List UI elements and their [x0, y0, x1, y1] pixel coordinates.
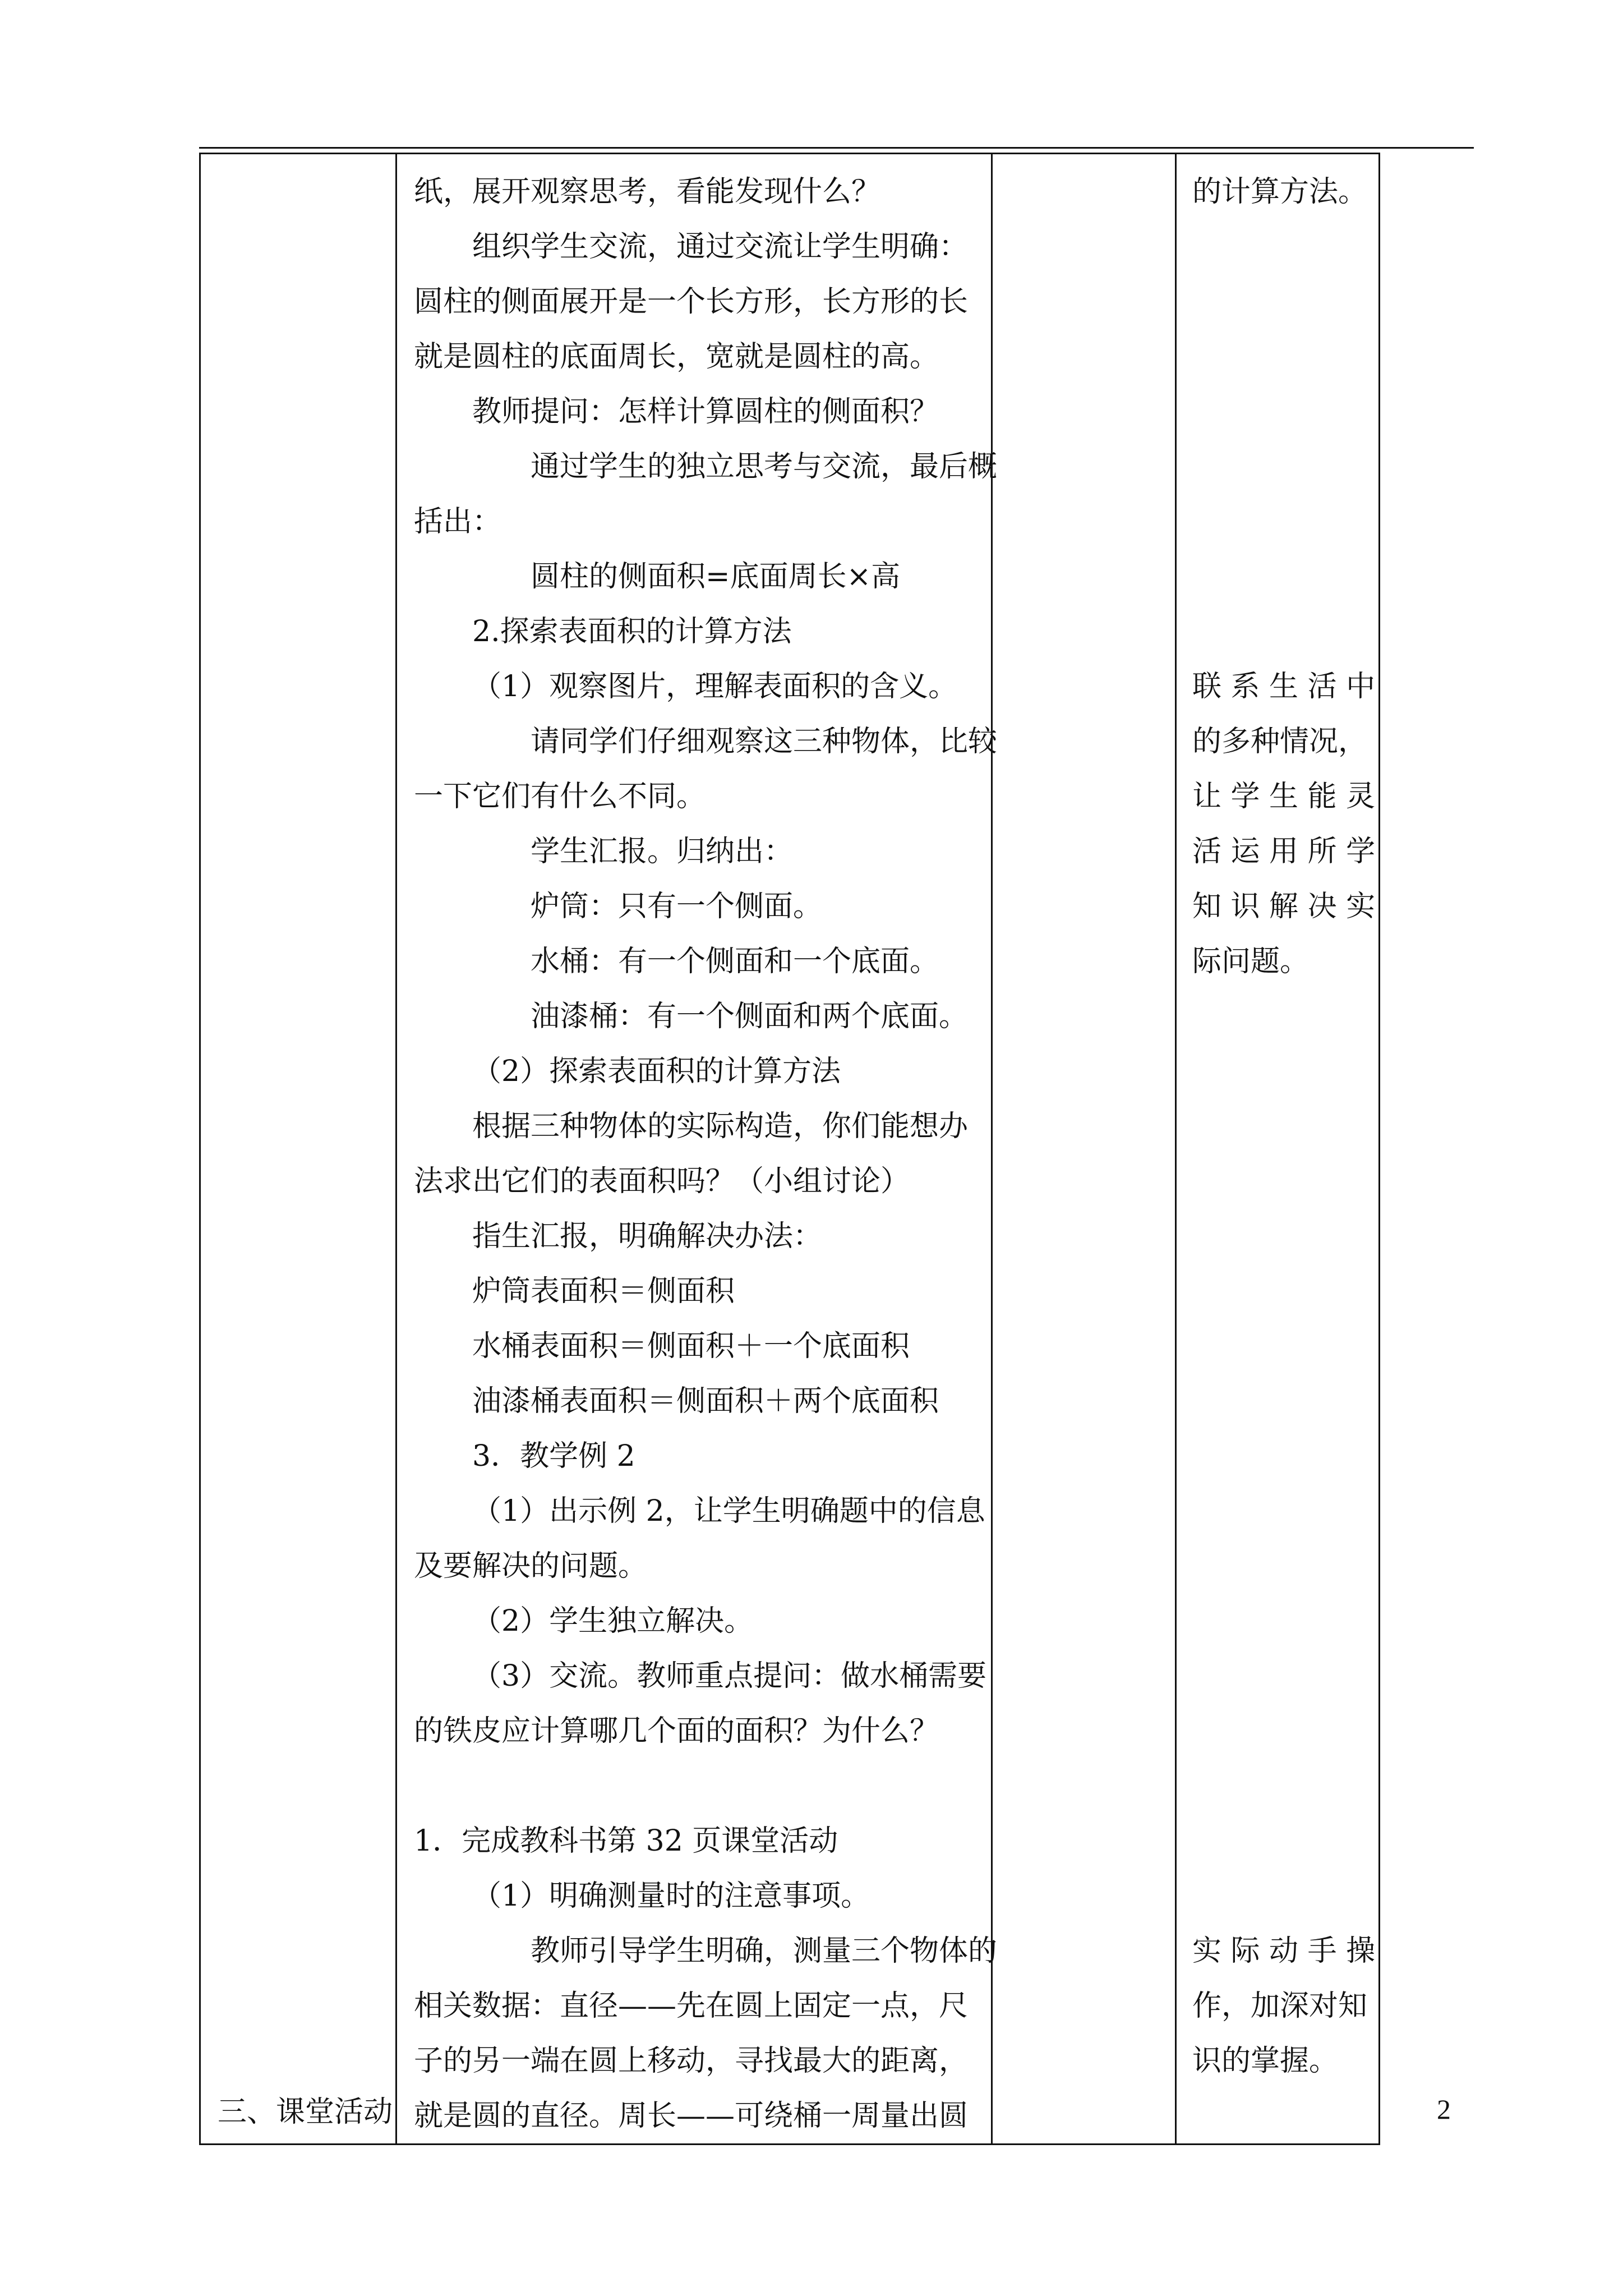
text-line: 炉筒：只有一个侧面。 [531, 890, 823, 923]
note-line: 的多种情况， [1192, 725, 1368, 758]
stage-label: 三、课堂活动 [218, 2095, 393, 2129]
text-line: 油漆桶表面积＝侧面积＋两个底面积 [472, 1384, 939, 1418]
text-line: 圆柱的侧面积=底面周长×高 [531, 560, 901, 593]
design-note [1192, 164, 1367, 219]
text-line: 就是圆的直径。周长——可绕桶一周量出圆 [414, 2099, 969, 2133]
text-line: （1）观察图片，理解表面积的含义。 [472, 670, 958, 703]
text-line: （1）出示例 2，让学生明确题中的信息 [472, 1494, 985, 1528]
stage-cell [200, 154, 396, 2145]
text-line: 学生汇报。归纳出： [531, 835, 794, 868]
text-line: 纸，展开观察思考，看能发现什么？ [414, 175, 881, 209]
text-line: 2.探索表面积的计算方法 [472, 615, 792, 648]
text-line: 子的另一端在圆上移动，寻找最大的距离， [414, 2044, 969, 2078]
text-line: 法求出它们的表面积吗？（小组讨论） [414, 1165, 910, 1198]
note-line: 识的掌握。 [1192, 2044, 1339, 2078]
note-line: 实 际 动 手 操 [1192, 1934, 1376, 1968]
text-line: 教师提问：怎样计算圆柱的侧面积？ [472, 395, 939, 429]
note-line: 让 学 生 能 灵 [1192, 780, 1376, 813]
text-line: 及要解决的问题。 [414, 1549, 648, 1583]
note-line: 联 系 生 活 中 [1192, 670, 1376, 703]
text-line: 炉筒表面积＝侧面积 [472, 1274, 735, 1308]
teaching-process-text [414, 164, 998, 2143]
text-line: 指生汇报，明确解决办法： [472, 1220, 823, 1253]
text-line: （2）学生独立解决。 [472, 1604, 754, 1638]
design-note [1192, 1924, 1376, 2088]
text-line: 通过学生的独立思考与交流，最后概 [531, 450, 998, 484]
lesson-plan-table [199, 153, 1380, 2145]
page-number: 2 [1437, 2093, 1451, 2125]
student-activity-cell [992, 154, 1176, 2145]
text-line: （2）探索表面积的计算方法 [472, 1055, 841, 1088]
note-line: 知 识 解 决 实 [1192, 890, 1376, 923]
note-line: 际问题。 [1192, 945, 1310, 978]
text-line: 油漆桶：有一个侧面和两个底面。 [531, 1000, 969, 1033]
design-intent-cell [1176, 154, 1380, 2145]
text-line: 相关数据：直径——先在圆上固定一点，尺 [414, 1989, 969, 2023]
text-line: （1）明确测量时的注意事项。 [472, 1879, 870, 1913]
text-line: 一下它们有什么不同。 [414, 780, 706, 813]
teaching-process-cell [396, 154, 998, 2145]
text-line: 的铁皮应计算哪几个面的面积？为什么？ [414, 1714, 939, 1748]
text-line: 1．完成教科书第 32 页课堂活动 [414, 1824, 838, 1858]
text-line: 教师引导学生明确，测量三个物体的 [531, 1934, 998, 1968]
text-line: 水桶表面积＝侧面积＋一个底面积 [472, 1329, 910, 1363]
text-line: 组织学生交流，通过交流让学生明确： [472, 230, 969, 264]
text-line: 水桶：有一个侧面和一个底面。 [531, 945, 939, 978]
text-line: 圆柱的侧面展开是一个长方形，长方形的长 [414, 285, 969, 319]
note-line: 的计算方法。 [1192, 175, 1368, 209]
text-line: 根据三种物体的实际构造，你们能想办 [472, 1110, 969, 1143]
table-row [200, 154, 1380, 2145]
note-line: 活 运 用 所 学 [1192, 835, 1376, 868]
text-line: （3）交流。教师重点提问：做水桶需要 [472, 1659, 987, 1693]
design-note [1192, 659, 1376, 989]
text-line: 请同学们仔细观察这三种物体，比较 [531, 725, 998, 758]
text-line: 括出： [414, 505, 502, 539]
text-line [414, 1759, 985, 1814]
note-line: 作，加深对知 [1192, 1989, 1368, 2023]
text-line: 3．教学例 2 [472, 1439, 635, 1473]
text-line: 就是圆柱的底面周长，宽就是圆柱的高。 [414, 340, 939, 374]
header-rule [199, 147, 1474, 149]
